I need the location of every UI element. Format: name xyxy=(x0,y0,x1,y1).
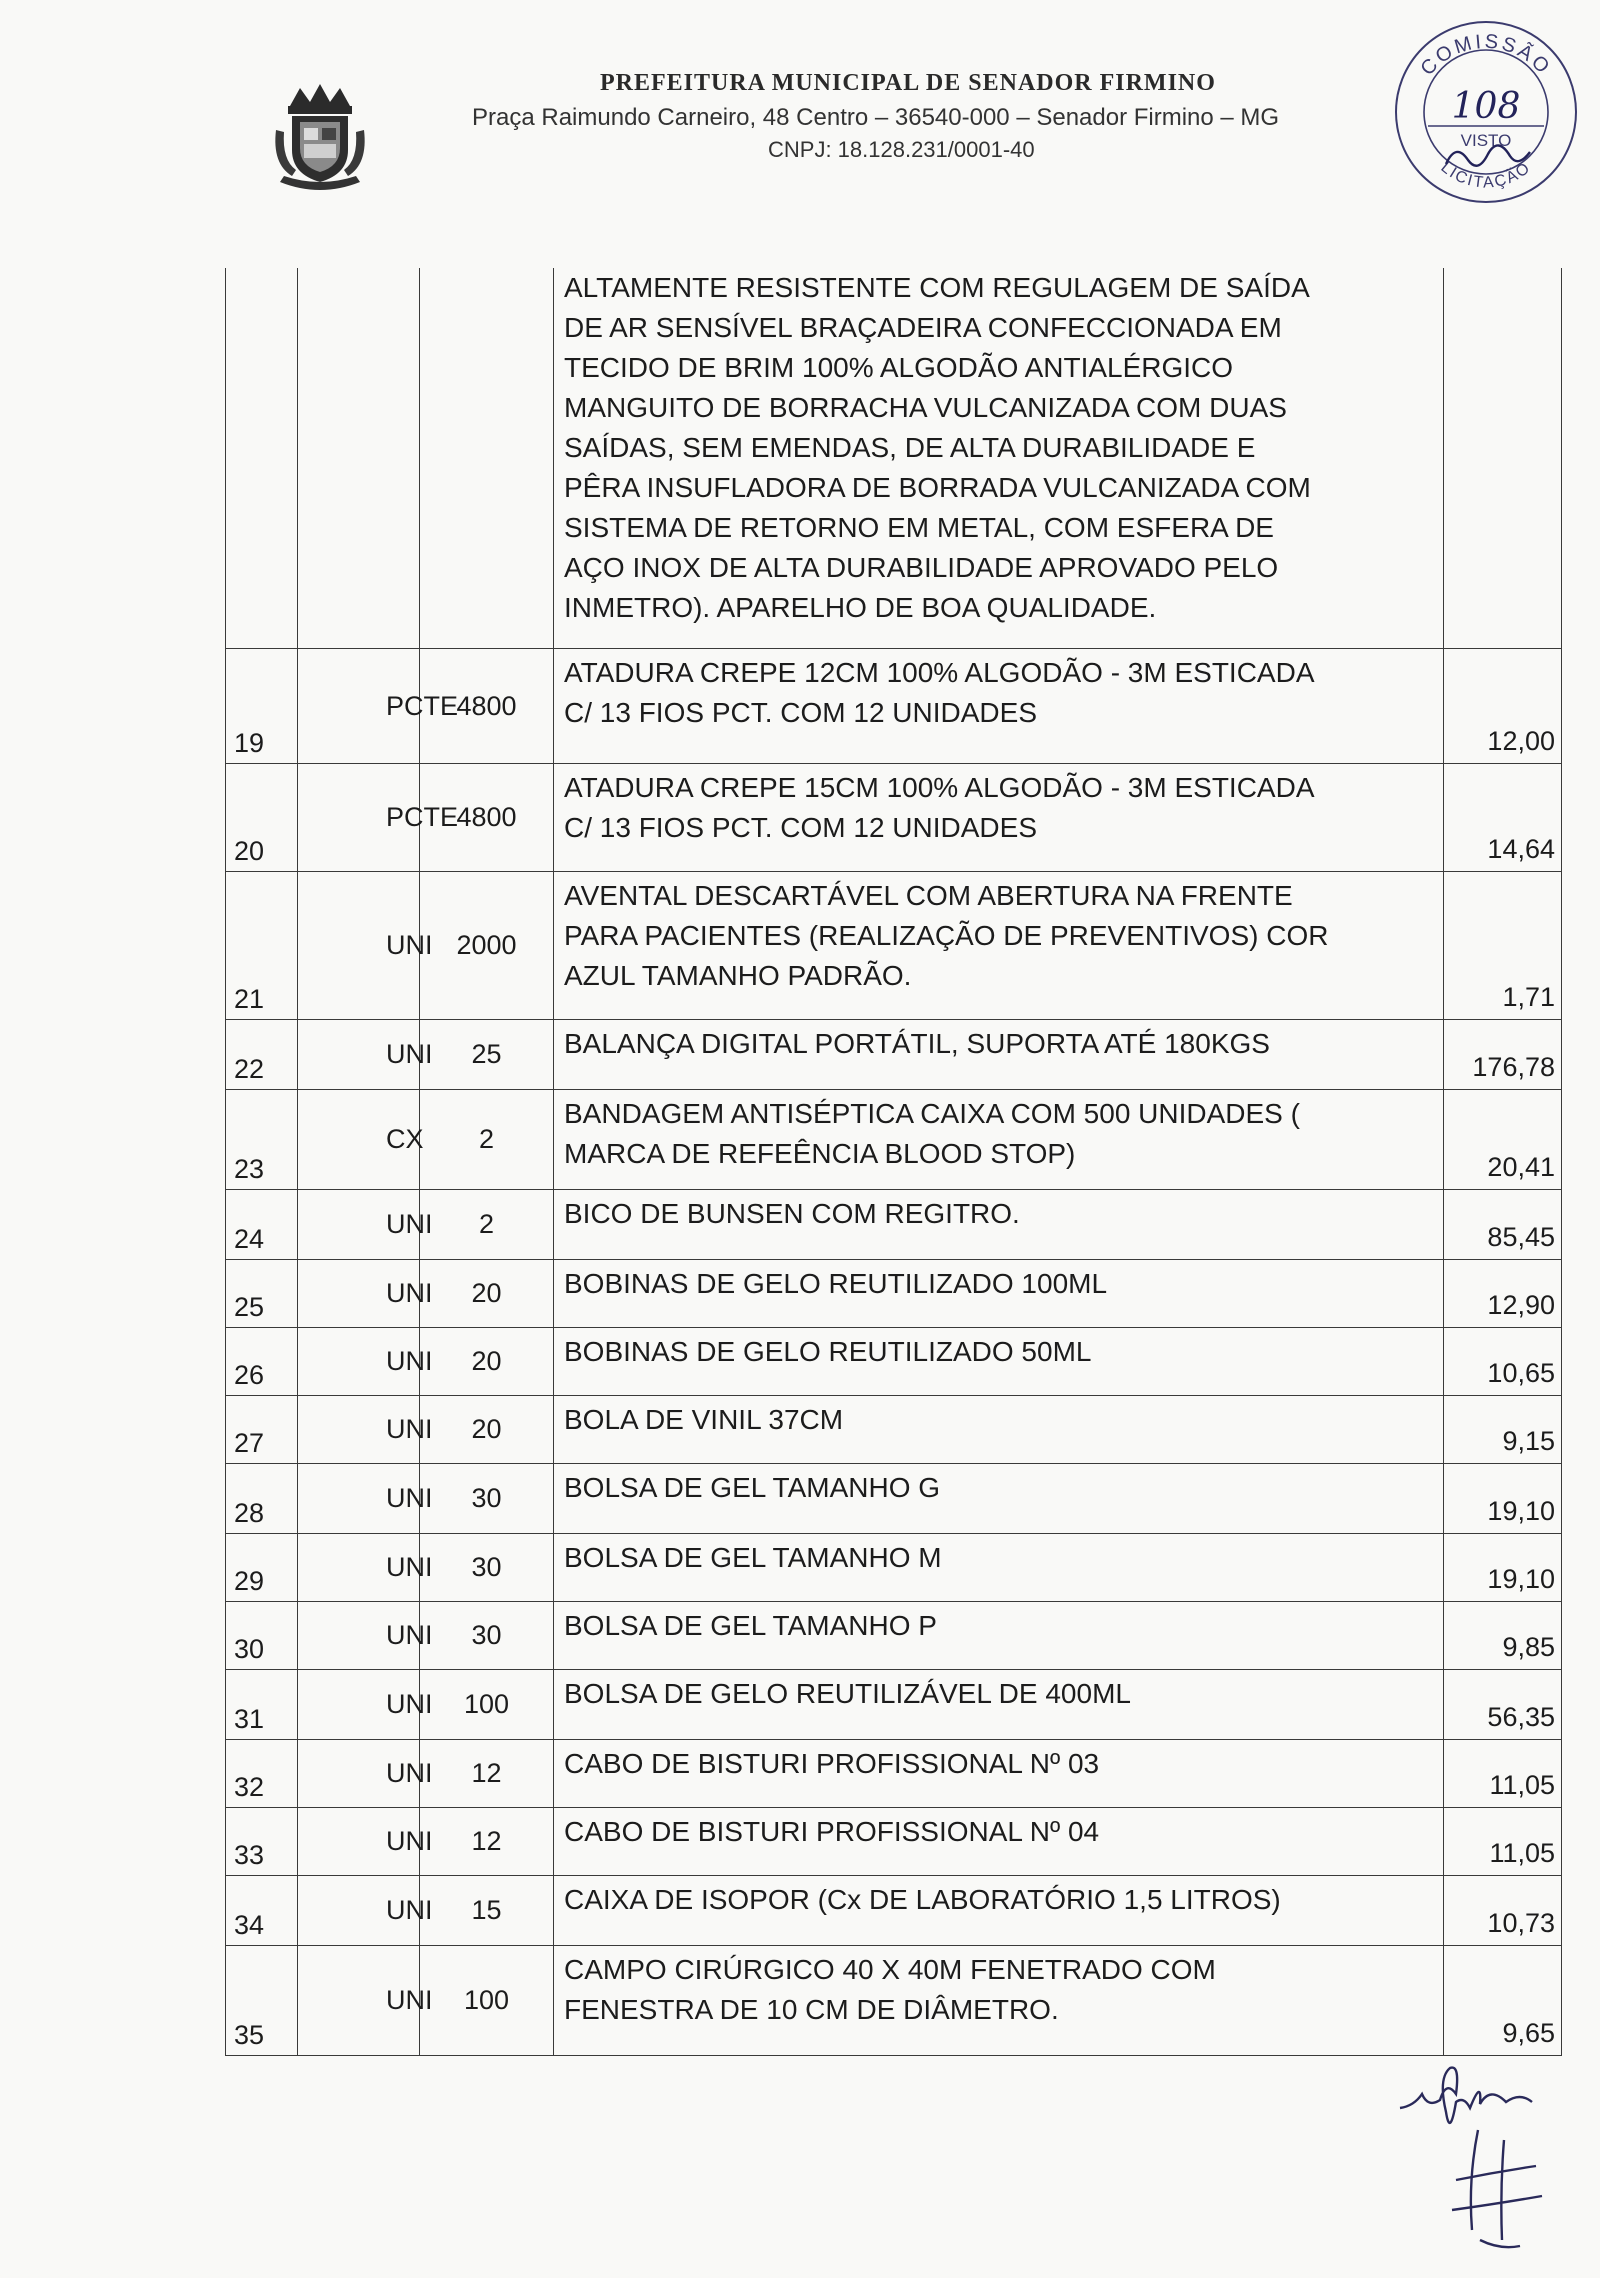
description-line: BOLSA DE GELO REUTILIZÁVEL DE 400ML xyxy=(564,1677,1131,1709)
item-unit: UNI xyxy=(386,1278,433,1308)
item-description-cell xyxy=(554,1669,1444,1739)
description-line: TECIDO DE BRIM 100% ALGODÃO ANTIALÉRGICO xyxy=(564,352,1234,383)
stamp-handwritten-number: 108 xyxy=(1451,86,1521,127)
item-quantity: 30 xyxy=(471,1552,502,1582)
table-row xyxy=(226,1189,1562,1259)
description-line: C/ 13 FIOS PCT. COM 12 UNIDADES xyxy=(564,811,1037,843)
item-number: 32 xyxy=(234,1771,265,1802)
item-unit-price: 14,64 xyxy=(1487,833,1555,864)
item-quantity: 30 xyxy=(471,1483,502,1513)
item-number: 26 xyxy=(234,1359,265,1390)
item-unit-cell xyxy=(298,1739,433,1807)
item-unit-cell xyxy=(298,1807,433,1875)
item-unit-price: 19,10 xyxy=(1487,1563,1555,1594)
item-unit: UNI xyxy=(386,1346,433,1376)
item-unit: UNI xyxy=(386,1483,433,1513)
item-unit-price: 12,90 xyxy=(1487,1289,1555,1320)
item-unit-price: 9,65 xyxy=(1502,2017,1555,2048)
item-number-cell xyxy=(226,1739,298,1807)
table-row xyxy=(226,1259,1562,1327)
item-number: 35 xyxy=(234,2019,265,2050)
item-description-cell xyxy=(554,1739,1444,1807)
item-unit-cell xyxy=(298,1601,433,1669)
table-row xyxy=(226,1945,1562,2055)
item-quantity: 25 xyxy=(471,1039,502,1069)
description-line: BALANÇA DIGITAL PORTÁTIL, SUPORTA ATÉ 180KGS xyxy=(564,1027,1270,1059)
item-unit: CX xyxy=(386,1124,424,1154)
item-number: 22 xyxy=(234,1053,265,1084)
item-unit-cell xyxy=(298,1669,433,1739)
item-unit: UNI xyxy=(386,930,433,960)
description-line: MANGUITO DE BORRACHA VULCANIZADA COM DUAS xyxy=(564,392,1287,423)
table-row xyxy=(226,1463,1562,1533)
item-number-cell xyxy=(226,1395,298,1463)
item-number: 25 xyxy=(234,1291,265,1322)
item-unit-cell xyxy=(298,648,459,763)
item-unit-price: 176,78 xyxy=(1472,1051,1555,1082)
description-line: MARCA DE REFEÊNCIA BLOOD STOP) xyxy=(564,1137,1076,1169)
item-description-cell xyxy=(554,1259,1444,1327)
item-unit-price: 56,35 xyxy=(1487,1701,1555,1732)
item-unit: PCTE xyxy=(386,802,459,832)
item-quantity: 15 xyxy=(471,1895,502,1925)
item-unit-cell xyxy=(298,1327,433,1395)
table-row xyxy=(226,1601,1562,1669)
table-row xyxy=(226,1327,1562,1395)
item-description-cell xyxy=(554,1395,1444,1463)
item-unit-price: 9,15 xyxy=(1502,1425,1555,1456)
item-description-cell xyxy=(554,648,1444,763)
item-number: 28 xyxy=(234,1497,265,1528)
item-unit-cell xyxy=(298,1395,433,1463)
item-description-cell xyxy=(554,1807,1444,1875)
item-unit-cell xyxy=(298,268,420,648)
item-description-cell xyxy=(554,1327,1444,1395)
item-price-cell xyxy=(1444,1945,1562,2055)
item-quantity-cell xyxy=(420,1739,554,1807)
item-price-cell xyxy=(1444,1189,1562,1259)
table-row xyxy=(226,1089,1562,1189)
item-number-cell xyxy=(226,1463,298,1533)
item-quantity-cell xyxy=(420,763,554,871)
item-unit: UNI xyxy=(386,1985,433,2015)
item-description-cell xyxy=(554,1019,1444,1089)
item-unit: UNI xyxy=(386,1039,433,1069)
document-header xyxy=(0,0,1600,200)
item-unit: UNI xyxy=(386,1620,433,1650)
item-number: 24 xyxy=(234,1223,265,1254)
description-line: ATADURA CREPE 12CM 100% ALGODÃO - 3M ESTICADA xyxy=(564,656,1315,688)
item-quantity: 20 xyxy=(471,1346,502,1376)
item-unit-price: 85,45 xyxy=(1487,1221,1555,1252)
item-unit-cell xyxy=(298,1463,433,1533)
description-line: C/ 13 FIOS PCT. COM 12 UNIDADES xyxy=(564,696,1037,728)
item-price-cell xyxy=(1444,1669,1562,1739)
item-quantity-cell xyxy=(420,1533,554,1601)
items-table xyxy=(225,268,1562,2056)
description-line: CAIXA DE ISOPOR (Cx DE LABORATÓRIO 1,5 LITROS) xyxy=(564,1883,1281,1915)
description-line: PÊRA INSUFLADORA DE BORRADA VULCANIZADA COM xyxy=(564,472,1311,503)
continuation-row xyxy=(226,268,1562,648)
item-number: 33 xyxy=(234,1839,265,1870)
item-unit: UNI xyxy=(386,1826,433,1856)
item-unit-cell xyxy=(298,1945,433,2055)
table-row xyxy=(226,1875,1562,1945)
description-line: ATADURA CREPE 15CM 100% ALGODÃO - 3M ESTICADA xyxy=(564,771,1315,803)
item-number-cell xyxy=(226,1189,298,1259)
description-line: BOLSA DE GEL TAMANHO G xyxy=(564,1471,941,1503)
item-unit-price: 10,65 xyxy=(1487,1357,1555,1388)
item-number-cell xyxy=(226,1875,298,1945)
table-row xyxy=(226,1807,1562,1875)
item-price-cell xyxy=(1444,871,1562,1019)
item-quantity-cell xyxy=(420,871,554,1019)
description-line: PARA PACIENTES (REALIZAÇÃO DE PREVENTIVOS) COR xyxy=(564,919,1329,951)
item-description-cell xyxy=(554,1463,1444,1533)
table-row xyxy=(226,1739,1562,1807)
svg-text:LICITAÇÃO xyxy=(1437,159,1534,192)
item-unit-price: 20,41 xyxy=(1487,1151,1555,1182)
handwritten-signature-icon xyxy=(1396,2060,1586,2270)
description-line: INMETRO). APARELHO DE BOA QUALIDADE. xyxy=(564,592,1157,623)
description-line: CABO DE BISTURI PROFISSIONAL Nº 03 xyxy=(564,1747,1100,1779)
item-quantity: 100 xyxy=(463,1985,510,2015)
item-quantity-cell xyxy=(420,648,554,763)
item-unit-price: 10,73 xyxy=(1487,1907,1555,1938)
description-line: FENESTRA DE 10 CM DE DIÂMETRO. xyxy=(564,1993,1059,2025)
table-row xyxy=(226,871,1562,1019)
item-number-cell xyxy=(226,1601,298,1669)
description-line: BOLSA DE GEL TAMANHO M xyxy=(564,1541,942,1573)
item-price-cell xyxy=(1444,1807,1562,1875)
description-line: BOBINAS DE GELO REUTILIZADO 50ML xyxy=(564,1335,1092,1367)
item-number: 27 xyxy=(234,1427,265,1458)
description-line: BOLA DE VINIL 37CM xyxy=(564,1403,844,1435)
item-description-cell xyxy=(554,1089,1444,1189)
item-description-cell xyxy=(554,1189,1444,1259)
item-price-cell xyxy=(1444,1089,1562,1189)
item-quantity-cell xyxy=(420,1807,554,1875)
item-price-cell xyxy=(1444,1327,1562,1395)
item-unit-price: 12,00 xyxy=(1487,725,1555,756)
item-unit-cell xyxy=(298,1875,433,1945)
item-number: 34 xyxy=(234,1909,265,1940)
item-unit-cell xyxy=(298,1189,433,1259)
item-unit-price: 1,71 xyxy=(1502,981,1555,1012)
item-price-cell xyxy=(1444,1601,1562,1669)
item-unit-cell xyxy=(298,871,433,1019)
item-number-cell xyxy=(226,1669,298,1739)
item-description-cell xyxy=(554,1601,1444,1669)
item-quantity: 20 xyxy=(471,1278,502,1308)
item-quantity: 100 xyxy=(463,1689,510,1719)
item-quantity-cell xyxy=(420,1189,554,1259)
item-quantity-cell xyxy=(420,1089,554,1189)
stamp-visto-label: VISTO xyxy=(1460,131,1512,150)
item-quantity: 2000 xyxy=(456,930,517,960)
item-price-cell xyxy=(1444,1739,1562,1807)
description-line: CAMPO CIRÚRGICO 40 X 40M FENETRADO COM xyxy=(564,1953,1216,1985)
municipal-coat-of-arms-icon xyxy=(270,78,370,193)
item-unit: UNI xyxy=(386,1689,433,1719)
municipality-name: PREFEITURA MUNICIPAL DE SENADOR FIRMINO xyxy=(600,70,1216,96)
item-price-cell xyxy=(1444,1875,1562,1945)
description-line: BANDAGEM ANTISÉPTICA CAIXA COM 500 UNIDADES ( xyxy=(564,1097,1300,1129)
item-description-cell xyxy=(554,1875,1444,1945)
item-unit-price: 11,05 xyxy=(1489,1769,1555,1800)
stamp-bottom-text: LICITAÇÃO xyxy=(1437,158,1535,192)
item-number-cell xyxy=(226,1327,298,1395)
item-number: 29 xyxy=(234,1565,265,1596)
item-quantity-cell xyxy=(420,1327,554,1395)
stamp-top-text: COMISSÃO xyxy=(1416,30,1556,80)
item-number: 30 xyxy=(234,1633,265,1664)
item-unit-cell xyxy=(298,1019,433,1089)
item-number-cell xyxy=(226,268,298,648)
table-row xyxy=(226,1533,1562,1601)
item-number: 19 xyxy=(234,727,265,758)
description-line: BICO DE BUNSEN COM REGITRO. xyxy=(564,1197,1020,1229)
item-price-cell xyxy=(1444,1463,1562,1533)
item-number: 21 xyxy=(234,983,265,1014)
item-description-cell xyxy=(554,1945,1444,2055)
description-line: ALTAMENTE RESISTENTE COM REGULAGEM DE SAÍDA xyxy=(564,272,1310,303)
item-number: 31 xyxy=(234,1703,265,1734)
item-unit-cell xyxy=(298,1089,424,1189)
municipality-address: Praça Raimundo Carneiro, 48 Centro – 36540-000 – Senador Firmino – MG xyxy=(472,104,1280,131)
description-line: AVENTAL DESCARTÁVEL COM ABERTURA NA FRENTE xyxy=(564,879,1293,911)
svg-text:COMISSÃO xyxy=(1417,31,1556,80)
item-description-cell xyxy=(554,1533,1444,1601)
item-price-cell xyxy=(1444,268,1562,648)
item-price-cell xyxy=(1444,648,1562,763)
item-price-cell xyxy=(1444,1259,1562,1327)
description-line: AZUL TAMANHO PADRÃO. xyxy=(564,959,912,991)
item-description-cell xyxy=(554,763,1444,871)
item-number-cell xyxy=(226,1807,298,1875)
description-line: BOLSA DE GEL TAMANHO P xyxy=(564,1609,937,1641)
item-number: 20 xyxy=(234,835,265,866)
item-unit: PCTE xyxy=(386,690,459,721)
item-quantity-cell xyxy=(420,1875,554,1945)
table-row xyxy=(226,1669,1562,1739)
item-unit-price: 11,05 xyxy=(1489,1837,1555,1868)
item-quantity-cell xyxy=(420,1669,554,1739)
item-quantity-cell xyxy=(420,1463,554,1533)
item-unit: UNI xyxy=(386,1758,433,1788)
item-quantity-cell xyxy=(420,1019,554,1089)
item-number-cell xyxy=(226,1259,298,1327)
item-unit-price: 9,85 xyxy=(1502,1631,1555,1662)
table-row xyxy=(226,1019,1562,1089)
item-unit-cell xyxy=(298,1259,433,1327)
table-row xyxy=(226,763,1562,871)
item-quantity: 12 xyxy=(471,1758,502,1788)
item-quantity: 4800 xyxy=(456,802,517,832)
item-quantity-cell xyxy=(420,1945,554,2055)
item-unit: UNI xyxy=(386,1414,433,1444)
description-line: BOBINAS DE GELO REUTILIZADO 100ML xyxy=(564,1267,1108,1299)
item-number: 23 xyxy=(234,1153,265,1184)
item-unit-cell xyxy=(298,763,459,871)
item-price-cell xyxy=(1444,763,1562,871)
item-quantity: 4800 xyxy=(456,690,517,721)
item-number-cell xyxy=(226,1533,298,1601)
description-line: AÇO INOX DE ALTA DURABILIDADE APROVADO PELO xyxy=(564,552,1279,583)
item-number-cell xyxy=(226,1089,298,1189)
description-line: CABO DE BISTURI PROFISSIONAL Nº 04 xyxy=(564,1815,1100,1847)
table-row xyxy=(226,1395,1562,1463)
table-row xyxy=(226,648,1562,763)
commission-stamp xyxy=(1388,14,1584,210)
description-line: SISTEMA DE RETORNO EM METAL, COM ESFERA DE xyxy=(564,512,1274,543)
item-quantity-cell xyxy=(420,268,554,648)
item-number-cell xyxy=(226,1019,298,1089)
item-number-cell xyxy=(226,871,298,1019)
item-price-cell xyxy=(1444,1395,1562,1463)
item-number-cell xyxy=(226,763,298,871)
item-quantity-cell xyxy=(420,1601,554,1669)
item-quantity: 30 xyxy=(471,1620,502,1650)
municipality-cnpj: CNPJ: 18.128.231/0001-40 xyxy=(768,137,1035,162)
item-quantity: 2 xyxy=(478,1124,495,1154)
description-line: SAÍDAS, SEM EMENDAS, DE ALTA DURABILIDADE E xyxy=(564,432,1256,463)
item-quantity: 12 xyxy=(471,1826,502,1856)
item-unit-cell xyxy=(298,1533,433,1601)
item-unit: UNI xyxy=(386,1209,433,1239)
item-quantity: 2 xyxy=(478,1209,495,1239)
item-number-cell xyxy=(226,648,298,763)
continuation-description xyxy=(554,268,1444,648)
item-quantity-cell xyxy=(420,1395,554,1463)
item-price-cell xyxy=(1444,1019,1562,1089)
item-quantity: 20 xyxy=(471,1414,502,1444)
item-description-cell xyxy=(554,871,1444,1019)
item-unit: UNI xyxy=(386,1895,433,1925)
item-quantity-cell xyxy=(420,1259,554,1327)
item-unit: UNI xyxy=(386,1552,433,1582)
item-number-cell xyxy=(226,1945,298,2055)
item-unit-price: 19,10 xyxy=(1487,1495,1555,1526)
description-line: DE AR SENSÍVEL BRAÇADEIRA CONFECCIONADA EM xyxy=(564,312,1282,343)
item-price-cell xyxy=(1444,1533,1562,1601)
